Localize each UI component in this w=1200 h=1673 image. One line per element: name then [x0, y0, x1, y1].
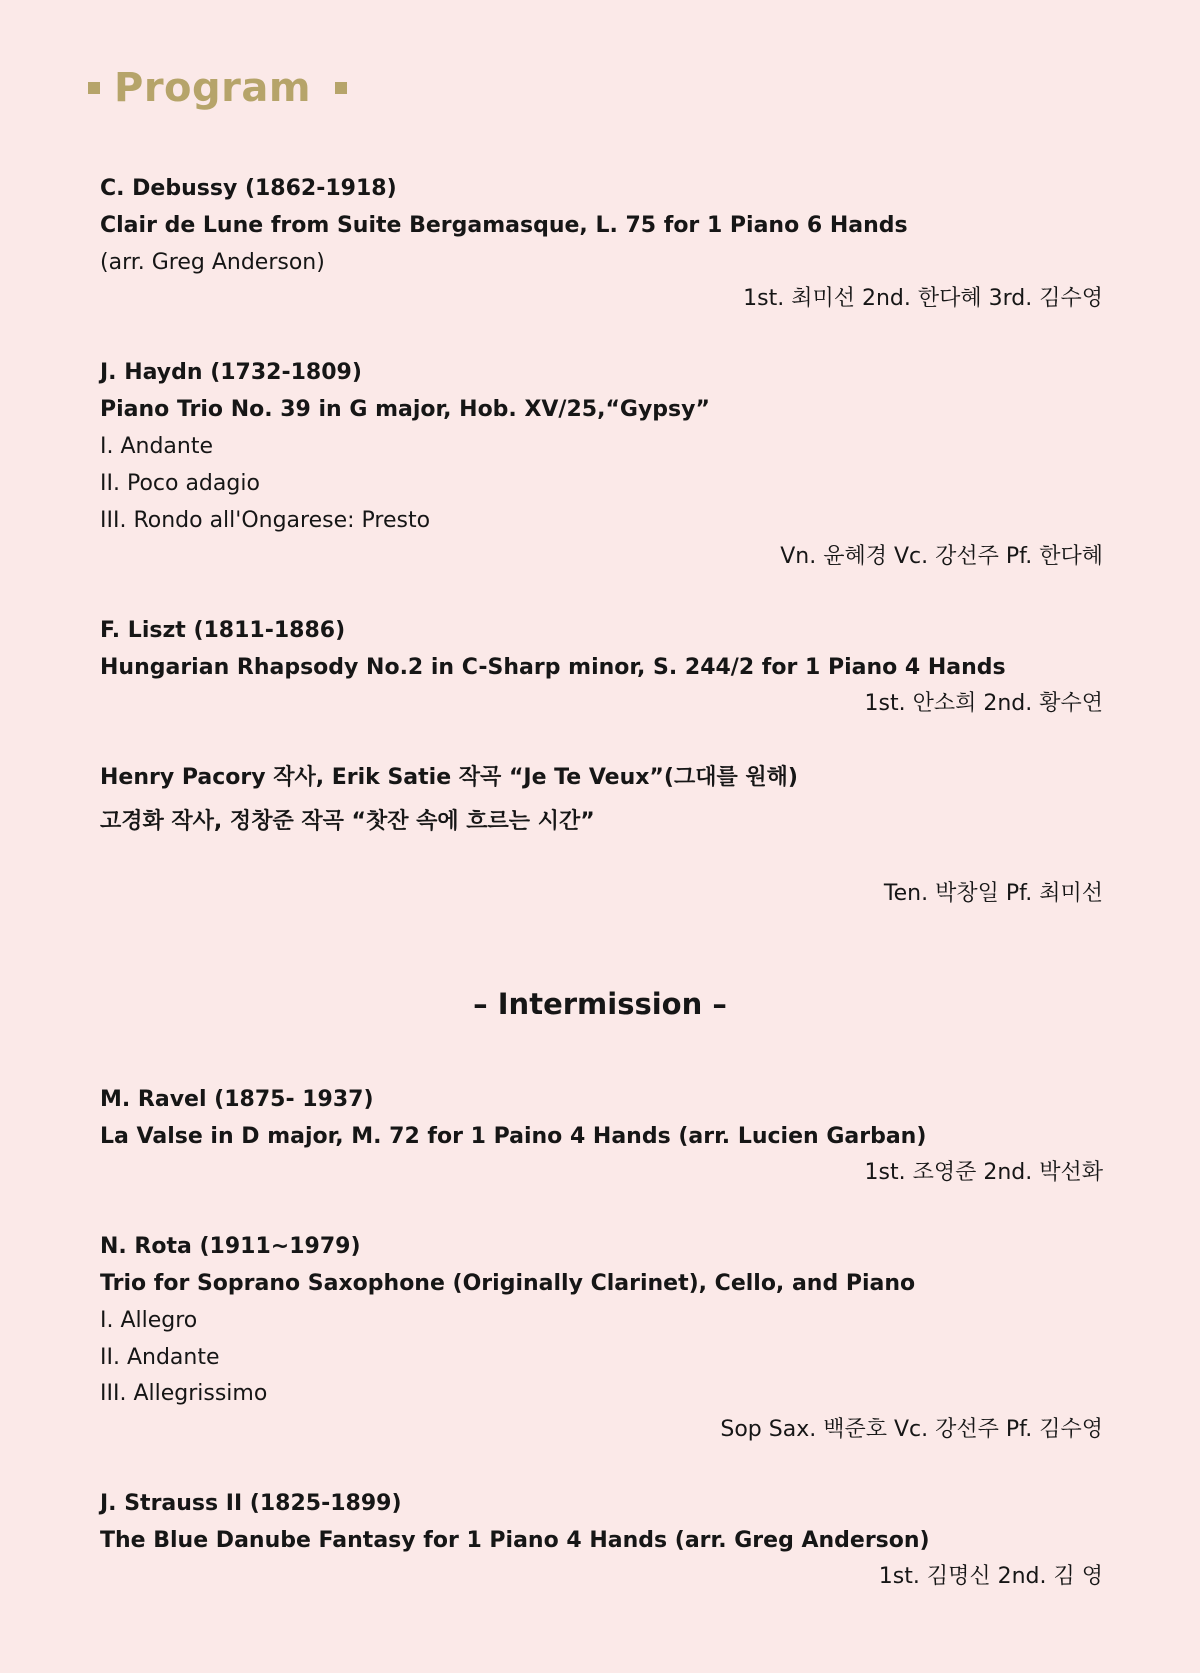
piece-composer: N. Rota (1911~1979): [100, 1234, 361, 1259]
piece-movement: II. Andante: [100, 1345, 220, 1370]
heading-title: Program: [114, 65, 312, 111]
piece-performers: Vn. 윤혜경 Vc. 강선주 Pf. 한다혜: [780, 544, 1103, 569]
piece-title: Piano Trio No. 39 in G major, Hob. XV/25,“Gypsy”: [100, 397, 710, 422]
piece-movement: II. Poco adagio: [100, 471, 260, 496]
piece-line: (arr. Greg Anderson): [100, 250, 325, 275]
piece-performers: Sop Sax. 백준호 Vc. 강선주 Pf. 김수영: [720, 1417, 1103, 1442]
piece-title: Clair de Lune from Suite Bergamasque, L. 75 for 1 Piano 6 Hands: [100, 213, 908, 238]
song-line: Henry Pacory 작사, Erik Satie 작곡 “Je Te Veux”(그대를 원해): [100, 765, 798, 790]
piece-title: The Blue Danube Fantasy for 1 Piano 4 Hands (arr. Greg Anderson): [100, 1528, 930, 1553]
piece-performers: 1st. 안소희 2nd. 황수연: [864, 691, 1103, 716]
piece-composer: M. Ravel (1875- 1937): [100, 1087, 374, 1112]
piece-movement: III. Rondo all'Ongarese: Presto: [100, 508, 431, 533]
program-heading: [88, 58, 347, 118]
intermission-label: – Intermission –: [473, 987, 727, 1021]
piece-performers: 1st. 김명신 2nd. 김 영: [878, 1564, 1103, 1589]
piece-performers: 1st. 조영준 2nd. 박선화: [864, 1160, 1103, 1185]
heading-square-right-icon: [335, 82, 347, 94]
piece-composer: C. Debussy (1862-1918): [100, 176, 397, 201]
heading-square-left-icon: [88, 82, 100, 94]
piece-movement: I. Andante: [100, 434, 214, 459]
piece-performers: Ten. 박창일 Pf. 최미선: [883, 881, 1103, 906]
piece-movement: I. Allegro: [100, 1308, 198, 1333]
song-line: 고경화 작사, 정창준 작곡 “찻잔 속에 흐르는 시간”: [100, 809, 595, 834]
piece-title: La Valse in D major, M. 72 for 1 Paino 4 Hands (arr. Lucien Garban): [100, 1124, 927, 1149]
piece-composer: F. Liszt (1811-1886): [100, 618, 346, 643]
piece-title: Hungarian Rhapsody No.2 in C-Sharp minor, S. 244/2 for 1 Piano 4 Hands: [100, 655, 1006, 680]
piece-movement: III. Allegrissimo: [100, 1381, 268, 1406]
piece-composer: J. Haydn (1732-1809): [100, 360, 362, 385]
piece-performers: 1st. 최미선 2nd. 한다혜 3rd. 김수영: [743, 286, 1103, 311]
piece-title: Trio for Soprano Saxophone (Originally Clarinet), Cello, and Piano: [100, 1271, 916, 1296]
piece-composer: J. Strauss II (1825-1899): [100, 1491, 402, 1516]
